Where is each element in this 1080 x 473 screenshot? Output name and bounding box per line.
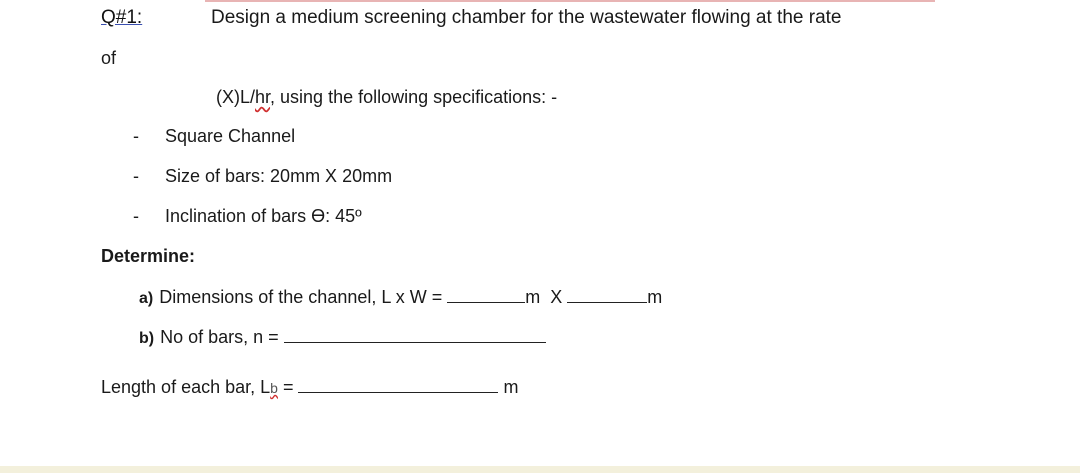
bar-length-subscript: b (270, 380, 278, 396)
part-b-label: b) (139, 330, 155, 347)
bar-length-line (101, 376, 518, 398)
answer-blank-length[interactable] (447, 286, 525, 303)
bar-length-text: Length of each bar, L (101, 377, 271, 397)
answer-blank-length-bar[interactable] (298, 376, 498, 393)
bullet-dash: - (133, 166, 139, 186)
spec-item-bar-size (133, 166, 392, 187)
spec-item-channel (133, 126, 295, 147)
part-a-label: a) (139, 290, 154, 307)
spec-text: Inclination of bars ϴ: 45º (165, 206, 362, 226)
flow-rate-unit: hr (255, 87, 271, 107)
part-a-text: Dimensions of the channel, L x W = (159, 287, 443, 307)
bullet-dash: - (133, 126, 139, 146)
answer-blank-bars[interactable] (284, 326, 546, 343)
top-rule (205, 0, 935, 2)
unit-m: m (503, 377, 519, 397)
continuation-suffix: , using the following specifications: - (270, 87, 558, 107)
part-a (139, 286, 662, 308)
part-b (139, 326, 546, 348)
spec-text: Square Channel (165, 126, 296, 146)
part-b-text: No of bars, n = (160, 327, 279, 347)
spec-text: Size of bars: 20mm X 20mm (165, 166, 393, 186)
bottom-rule (0, 466, 1080, 473)
question-number: Q#1: (101, 7, 143, 28)
flow-rate-prefix: (X)L/ (216, 87, 256, 107)
bar-length-equals: = (277, 377, 294, 397)
determine-heading: Determine: (101, 246, 196, 266)
unit-m: m (647, 287, 663, 307)
unit-m-x: m X (525, 287, 563, 307)
answer-blank-width[interactable] (567, 286, 647, 303)
spec-item-inclination (133, 206, 362, 227)
question-continuation (216, 87, 557, 108)
question-text-of: of (101, 48, 117, 68)
question-text: Design a medium screening chamber for the wastewater flowing at the rate (211, 7, 842, 28)
bullet-dash: - (133, 206, 139, 226)
